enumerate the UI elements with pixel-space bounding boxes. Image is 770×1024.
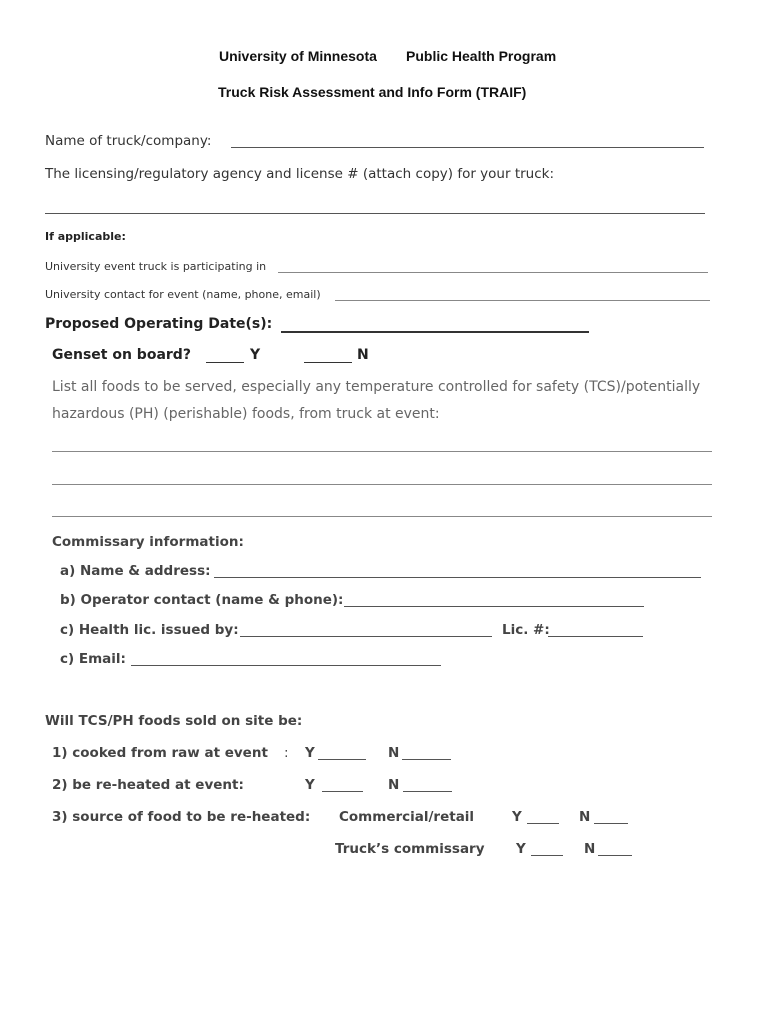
foods-instructions-line1: List all foods to be served, especially any temperature controlled for safety (TCS)/potentially xyxy=(52,379,701,395)
foods-field-line3[interactable] xyxy=(52,516,712,517)
commissary-name-field[interactable] xyxy=(214,577,701,578)
q1-yes-field[interactable] xyxy=(318,759,366,760)
genset-no-label: N xyxy=(357,347,369,363)
q2-yes-label: Y xyxy=(305,777,315,793)
operating-dates-label: Proposed Operating Date(s): xyxy=(45,316,273,332)
q2-label: 2) be re-heated at event: xyxy=(52,777,244,793)
foods-instructions-line2: hazardous (PH) (perishable) foods, from truck at event: xyxy=(52,406,440,422)
q2-no-label: N xyxy=(388,777,400,793)
genset-label: Genset on board? xyxy=(52,347,191,363)
lic-no-field[interactable] xyxy=(548,636,643,637)
q1-no-field[interactable] xyxy=(402,759,451,760)
lic-no-label: Lic. #: xyxy=(502,622,550,638)
commissary-name-label: a) Name & address: xyxy=(60,563,211,579)
q1-no-label: N xyxy=(388,745,400,761)
licensing-field[interactable] xyxy=(45,213,705,214)
genset-no-field[interactable] xyxy=(304,362,352,363)
name-of-truck-label: Name of truck/company: xyxy=(45,133,212,149)
q3-commercial-yes-label: Y xyxy=(512,809,522,825)
if-applicable-label: If applicable: xyxy=(45,230,126,243)
q3-label: 3) source of food to be re-heated: xyxy=(52,809,311,825)
q1-yes-label: Y xyxy=(305,745,315,761)
operator-contact-field[interactable] xyxy=(344,606,644,607)
licensing-label: The licensing/regulatory agency and license # (attach copy) for your truck: xyxy=(45,166,555,182)
name-of-truck-field[interactable] xyxy=(231,147,704,148)
q1-label: 1) cooked from raw at event xyxy=(52,745,268,761)
program-name: Public Health Program xyxy=(406,48,557,64)
genset-yes-field[interactable] xyxy=(206,362,244,363)
university-name: University of Minnesota xyxy=(219,48,377,64)
commissary-email-label: c) Email: xyxy=(60,651,126,667)
q3-commissary-no-field[interactable] xyxy=(598,855,632,856)
genset-yes-label: Y xyxy=(250,347,261,363)
contact-label: University contact for event (name, phone, email) xyxy=(45,288,321,301)
q3-commercial-no-label: N xyxy=(579,809,591,825)
commissary-heading: Commissary information: xyxy=(52,534,244,550)
q3-commercial-label: Commercial/retail xyxy=(339,809,475,825)
commissary-email-field[interactable] xyxy=(131,665,441,666)
operator-contact-label: b) Operator contact (name & phone): xyxy=(60,592,344,608)
health-lic-label: c) Health lic. issued by: xyxy=(60,622,239,638)
tcs-heading: Will TCS/PH foods sold on site be: xyxy=(45,713,303,729)
q3-commissary-yes-label: Y xyxy=(516,841,526,857)
q3-commercial-yes-field[interactable] xyxy=(527,823,559,824)
operating-dates-field[interactable] xyxy=(281,331,589,333)
foods-field-line1[interactable] xyxy=(52,451,712,452)
q1-colon: : xyxy=(284,745,289,761)
q3-commercial-no-field[interactable] xyxy=(594,823,628,824)
q2-yes-field[interactable] xyxy=(322,791,363,792)
contact-field[interactable] xyxy=(335,300,710,301)
form-title: Truck Risk Assessment and Info Form (TRAIF) xyxy=(218,84,527,100)
q3-commissary-yes-field[interactable] xyxy=(531,855,563,856)
foods-field-line2[interactable] xyxy=(52,484,712,485)
q3-commissary-no-label: N xyxy=(584,841,596,857)
event-label: University event truck is participating in xyxy=(45,260,267,273)
health-lic-field[interactable] xyxy=(240,636,492,637)
q3-commissary-label: Truck’s commissary xyxy=(335,841,485,857)
event-field[interactable] xyxy=(278,272,708,273)
q2-no-field[interactable] xyxy=(403,791,452,792)
